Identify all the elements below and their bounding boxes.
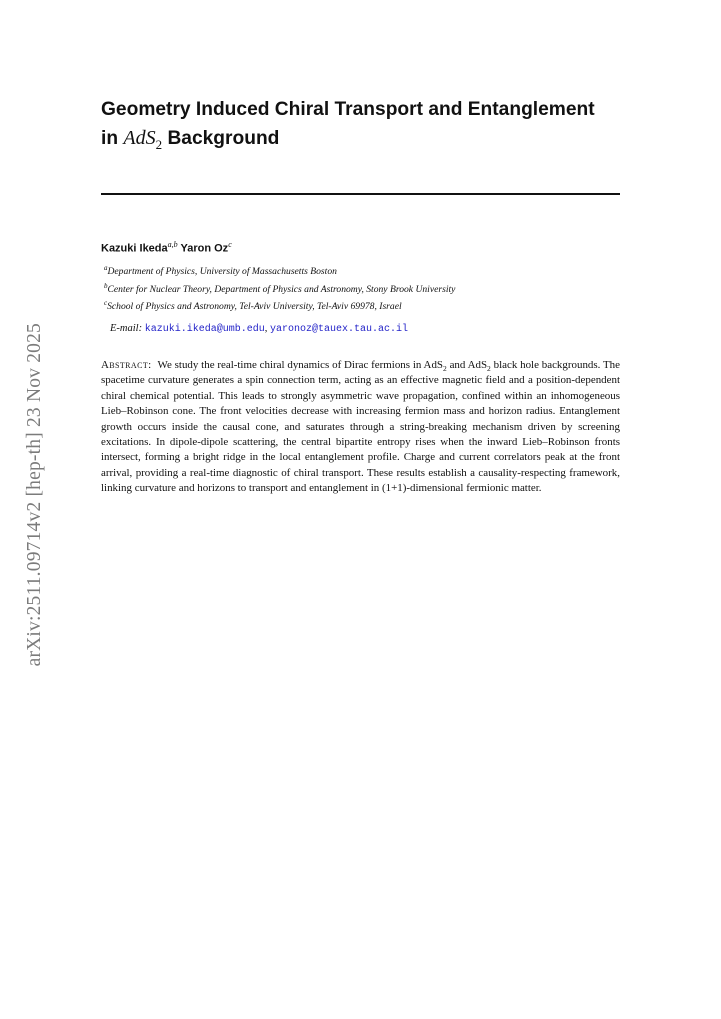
affiliation: $^c$School of Physics and Astronomy, Tel-Aviv University, Tel-Aviv 69978, Israel bbox=[104, 299, 402, 313]
author-affil-marker: a,b bbox=[167, 240, 178, 249]
email-link[interactable]: yaronoz@tauex.tau.ac.il bbox=[269, 324, 409, 335]
paper-title bbox=[101, 95, 626, 159]
email-label: E-mail: bbox=[110, 323, 143, 334]
title-line-1: Geometry Induced Chiral Transport and Entanglement bbox=[101, 99, 595, 120]
abstract: Abstract: We study the real-time chiral dynamics of Dirac fermions in AdS$_2$ and AdS$_2$ black hole backgrounds. The spacetime curvature generates a spin connection term, acting as an effective magnetic field and a position-dependent chiral chemical potential. This leads to strongly asymmetric wave propagation, confined within an inhomogeneous Lieb–Robinson cone. The front velocities decrease with increasing fermion mass and horizon radius. Entanglement growth occurs inside the causal cone, and saturates through a string-breaking mechanism driven by screening excitations. In dipole-dipole scattering, the central bipartite entropy rises when the inward Lieb–Robinson fronts intersect, forming a bright ridge in the local entanglement profile. Charge and current correlators peak at the front arrival, providing a real-time diagnostic of chiral transport. These results establish a causality-respecting framework, linking curvature and horizons to transport and entanglement in (1+1)-dimensional fermionic matter. bbox=[101, 359, 620, 495]
author-name: Kazuki Ikeda bbox=[101, 242, 168, 255]
title-math: AdS$_2$ bbox=[123, 127, 163, 152]
abstract-heading: Abstract: bbox=[101, 359, 152, 371]
title-rule bbox=[101, 193, 620, 195]
arxiv-sidebar bbox=[22, 295, 48, 695]
author-affil-marker: c bbox=[228, 240, 232, 249]
author-list bbox=[101, 240, 232, 255]
arxiv-identifier: arXiv:2511.09714v2 [hep-th] 23 Nov 2025 bbox=[24, 323, 45, 667]
title-line-2: in AdS$_2$ Background bbox=[101, 127, 280, 152]
author-name: Yaron Oz bbox=[180, 242, 229, 255]
affiliation: $^b$Center for Nuclear Theory, Department of Physics and Astronomy, Stony Brook University bbox=[104, 282, 456, 296]
email-link[interactable]: kazuki.ikeda@umb.edu bbox=[144, 324, 265, 335]
affiliation: $^a$Department of Physics, University of Massachusetts Boston bbox=[104, 264, 337, 278]
email-line: E-mail: kazuki.ikeda@umb.edu, yaronoz@tauex.tau.ac.il bbox=[110, 323, 409, 335]
